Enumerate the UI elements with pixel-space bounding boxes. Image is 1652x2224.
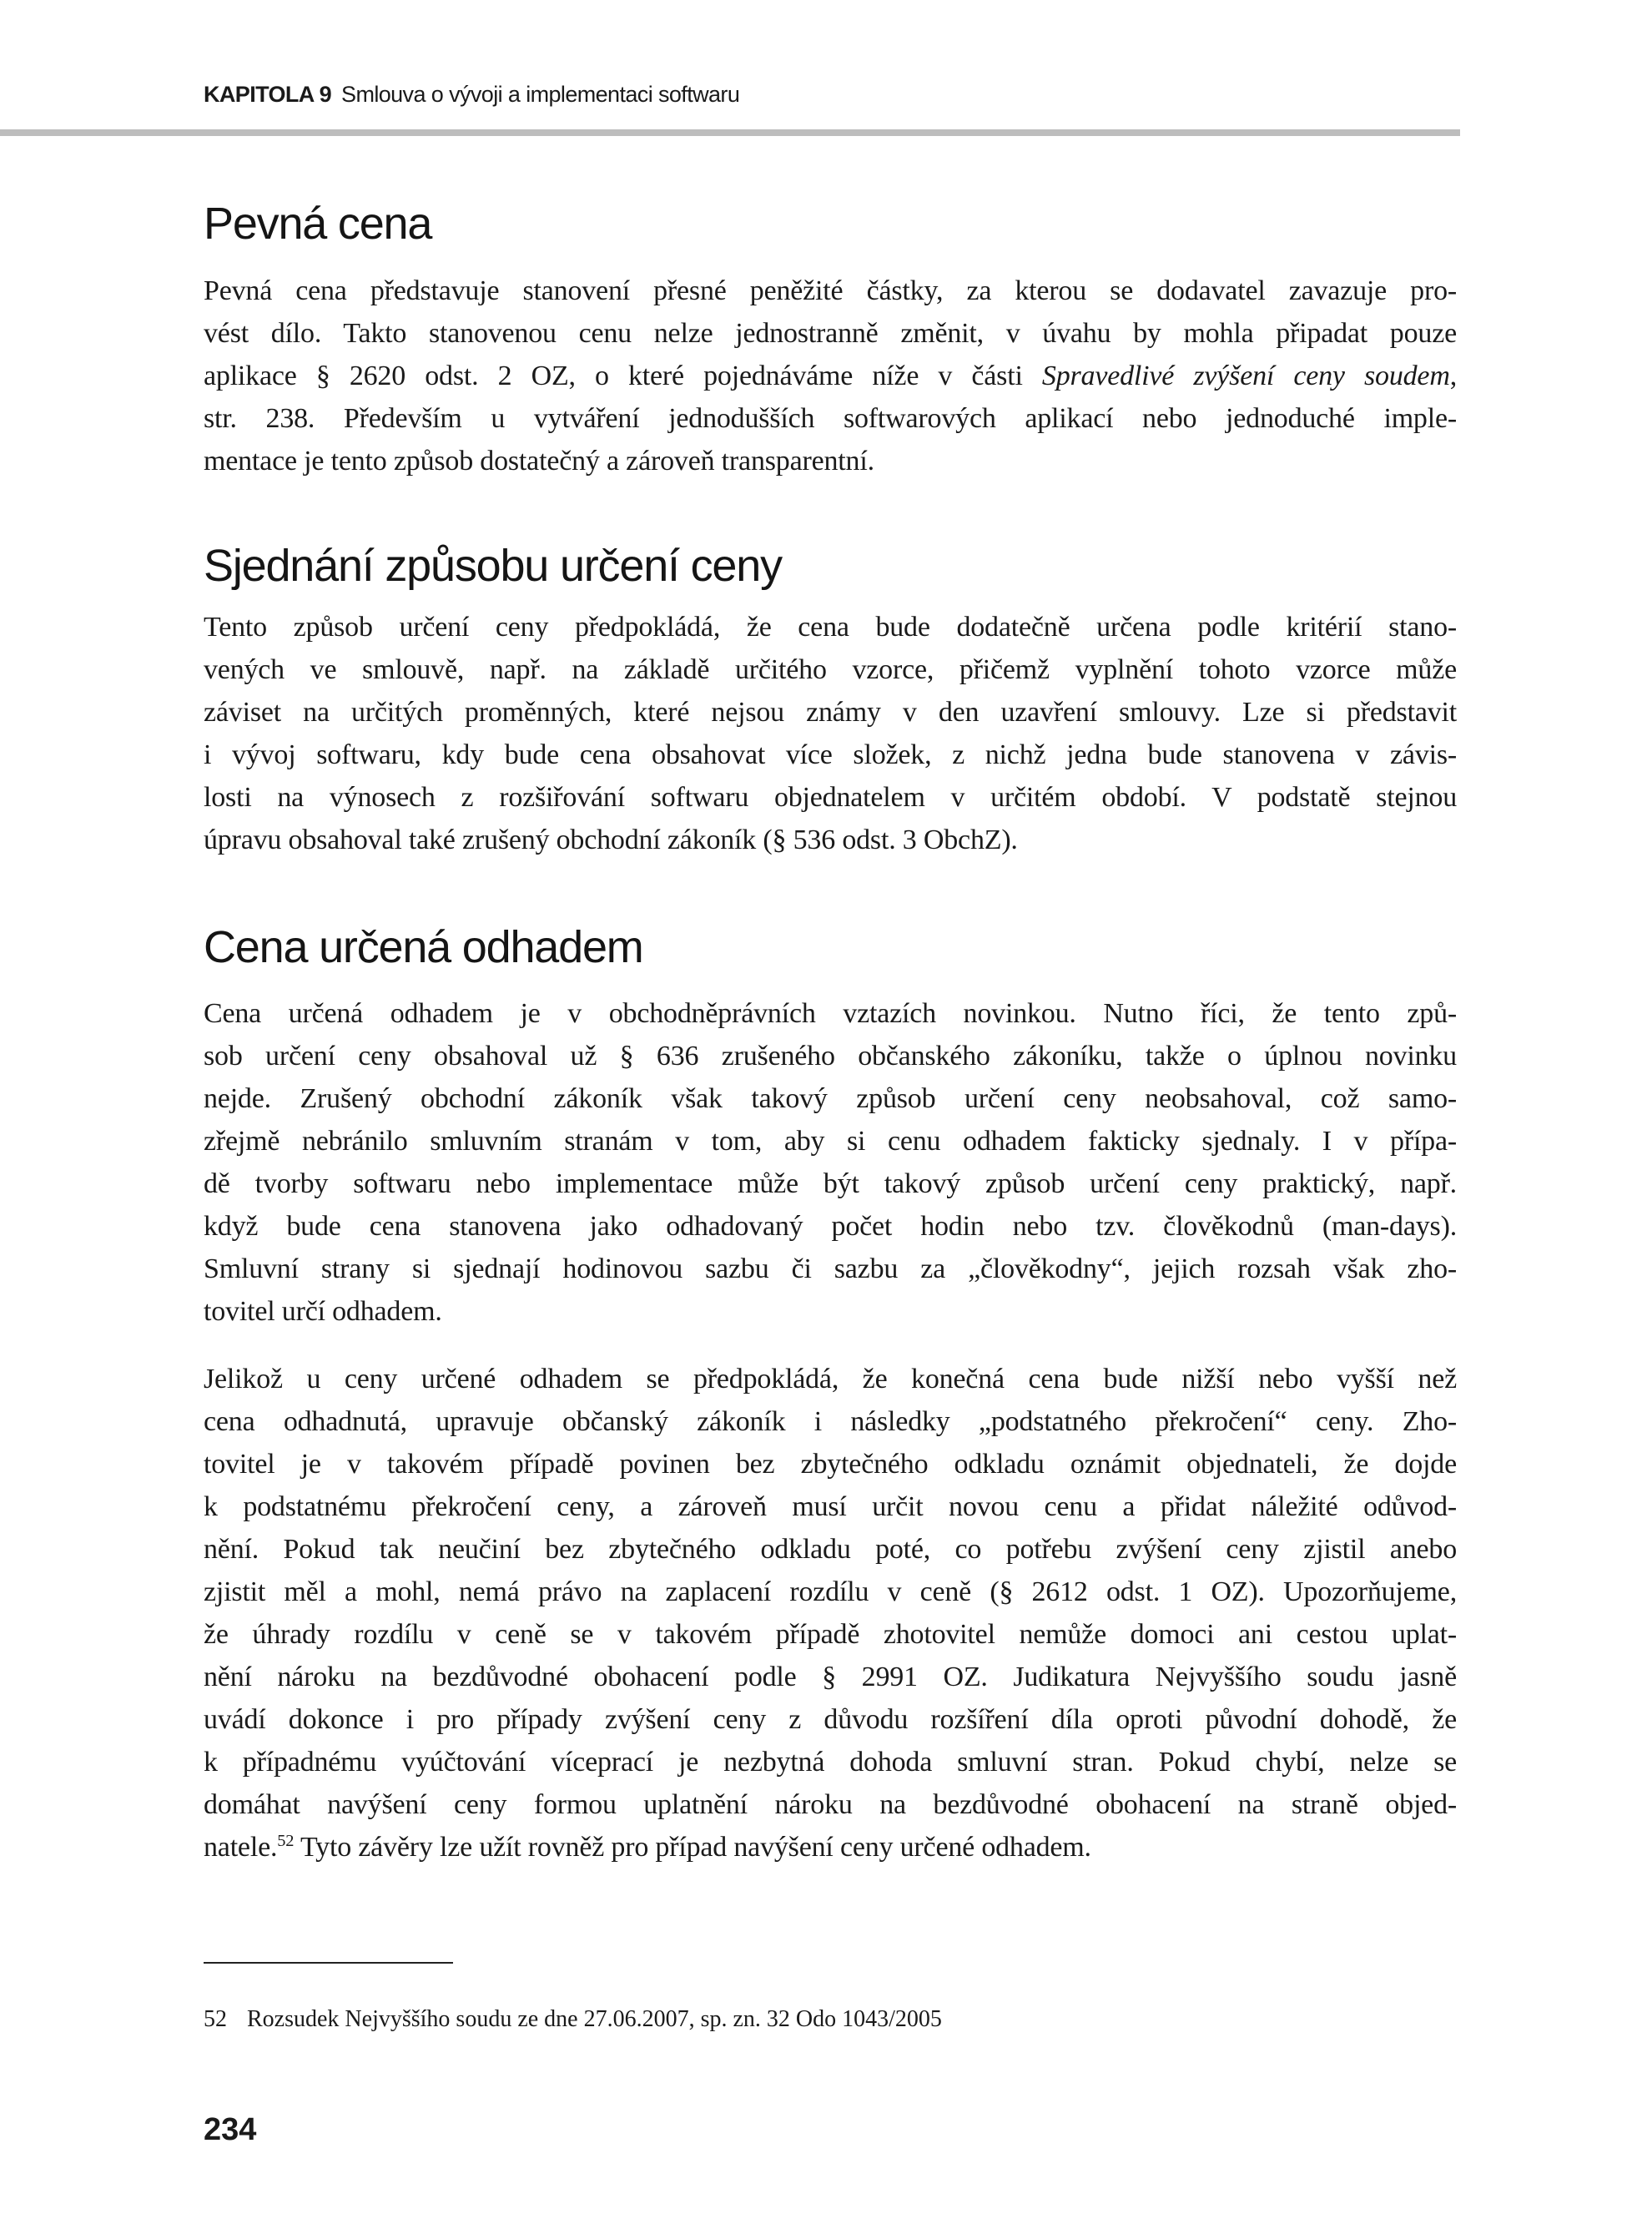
text-line: nění. Pokud tak neučiní bez zbytečného odkladu poté, co potřebu zvýšení ceny zjistil anebo: [204, 1534, 1457, 1565]
text-line: sob určení ceny obsahoval už § 636 zrušeného občanského zákoníku, takže o úplnou novinku: [204, 1041, 1457, 1072]
text-line: záviset na určitých proměnných, které nejsou známy v den uzavření smlouvy. Lze si představit: [204, 697, 1457, 728]
paragraph: [204, 606, 1457, 861]
header-divider: [0, 129, 1460, 136]
text-line: i vývoj softwaru, kdy bude cena obsahovat více složek, z nichž jedna bude stanovena v závis-: [204, 739, 1457, 770]
running-head: [204, 78, 739, 111]
text-line: Smluvní strany si sjednají hodinovou sazbu či sazbu za „člověkodny“, jejich rozsah však zho-: [204, 1253, 1457, 1284]
text-line: mentace je tento způsob dostatečný a zároveň transparentní.: [204, 446, 874, 477]
paragraph: [204, 1358, 1457, 1868]
text-line: vést dílo. Takto stanovenou cenu nelze jednostranně změnit, v úvahu by mohla připadat pouze: [204, 318, 1457, 349]
text-line: Jelikož u ceny určené odhadem se předpokládá, že konečná cena bude nižší nebo vyšší než: [204, 1364, 1457, 1394]
text-segment: ,: [1449, 361, 1457, 391]
text-line: tovitel je v takovém případě povinen bez zbytečného odkladu oznámit objednateli, že dojde: [204, 1449, 1457, 1480]
footnote-text: Rozsudek Nejvyššího soudu ze dne 27.06.2007, sp. zn. 32 Odo 1043/2005: [247, 2006, 942, 2032]
text-line: cena odhadnutá, upravuje občanský zákoník i následky „podstatného překročení“ ceny. Zho-: [204, 1406, 1457, 1437]
text-line: losti na výnosech z rozšiřování softwaru objednatelem v určitém období. V podstatě stejnou: [204, 782, 1457, 813]
text-line: zřejmě nebránilo smluvním stranám v tom, aby si cenu odhadem fakticky sjednaly. I v přípa-: [204, 1126, 1457, 1157]
text-segment: natele.: [204, 1832, 278, 1863]
text-line: zjistit měl a mohl, nemá právo na zaplacení rozdílu v ceně (§ 2612 odst. 1 OZ). Upozorňujeme,: [204, 1576, 1457, 1607]
footnote-separator: [204, 1962, 453, 1964]
text-line: Tento způsob určení ceny předpokládá, že cena bude dodatečně určena podle kritérií stano-: [204, 612, 1457, 643]
text-line: dě tvorby softwaru nebo implementace může být takový způsob určení ceny praktický, např.: [204, 1168, 1457, 1199]
text-line: že úhrady rozdílu v ceně se v takovém případě zhotovitel nemůže domoci ani cestou uplat-: [204, 1619, 1457, 1650]
section-heading-fixed-price: Pevná cena: [204, 199, 432, 249]
paragraph: [204, 992, 1457, 1333]
text-line: Pevná cena představuje stanovení přesné peněžité částky, za kterou se dodavatel zavazuje pro-: [204, 275, 1457, 306]
chapter-title: Smlouva o vývoji a implementaci softwaru: [341, 82, 740, 107]
footnote-number: 52: [204, 2006, 227, 2032]
text-line: nění nároku na bezdůvodné obohacení podle § 2991 OZ. Judikatura Nejvyššího soudu jasně: [204, 1662, 1457, 1692]
paragraph: [204, 270, 1457, 482]
text-line: úpravu obsahoval také zrušený obchodní zákoník (§ 536 odst. 3 ObchZ).: [204, 825, 1018, 855]
text-line: uvádí dokonce i pro případy zvýšení ceny z důvodu rozšíření díla oproti původní dohodě, že: [204, 1704, 1457, 1735]
footnote: [204, 2003, 942, 2036]
text-line: vených ve smlouvě, např. na základě určitého vzorce, přičemž vyplnění tohoto vzorce může: [204, 654, 1457, 685]
page-number: 234: [204, 2112, 257, 2147]
section-heading-price-determination: Sjednání způsobu určení ceny: [204, 541, 782, 591]
italic-reference: Spravedlivé zvýšení ceny soudem: [1041, 361, 1450, 391]
chapter-label: KAPITOLA 9: [204, 82, 332, 107]
text-line: tovitel určí odhadem.: [204, 1296, 442, 1327]
text-line: domáhat navýšení ceny formou uplatnění nároku na bezdůvodné obohacení na straně objed-: [204, 1789, 1457, 1820]
text-line: k podstatnému překročení ceny, a zároveň musí určit novou cenu a přidat náležité odůvod-: [204, 1491, 1457, 1522]
text-line: str. 238. Především u vytváření jednodušších softwarových aplikací nebo jednoduché imple-: [204, 403, 1457, 434]
section-heading-estimated-price: Cena určená odhadem: [204, 922, 643, 972]
text-segment: Tyto závěry lze užít rovněž pro případ navýšení ceny určené odhadem.: [294, 1832, 1091, 1863]
footnote-reference: 52: [277, 1831, 295, 1850]
text-line: když bude cena stanovena jako odhadovaný počet hodin nebo tzv. člověkodnů (man-days).: [204, 1211, 1457, 1242]
text-line: [204, 1826, 1457, 1868]
text-line: Cena určená odhadem je v obchodněprávních vztazích novinkou. Nutno říci, že tento způ-: [204, 998, 1457, 1029]
text-segment: aplikace § 2620 odst. 2 OZ, o které pojednáváme níže v části: [204, 361, 1042, 391]
text-line: k případnému vyúčtování víceprací je nezbytná dohoda smluvní stran. Pokud chybí, nelze se: [204, 1747, 1457, 1778]
text-line: [204, 355, 1457, 397]
text-line: nejde. Zrušený obchodní zákoník však takový způsob určení ceny neobsahoval, což samo-: [204, 1083, 1457, 1114]
